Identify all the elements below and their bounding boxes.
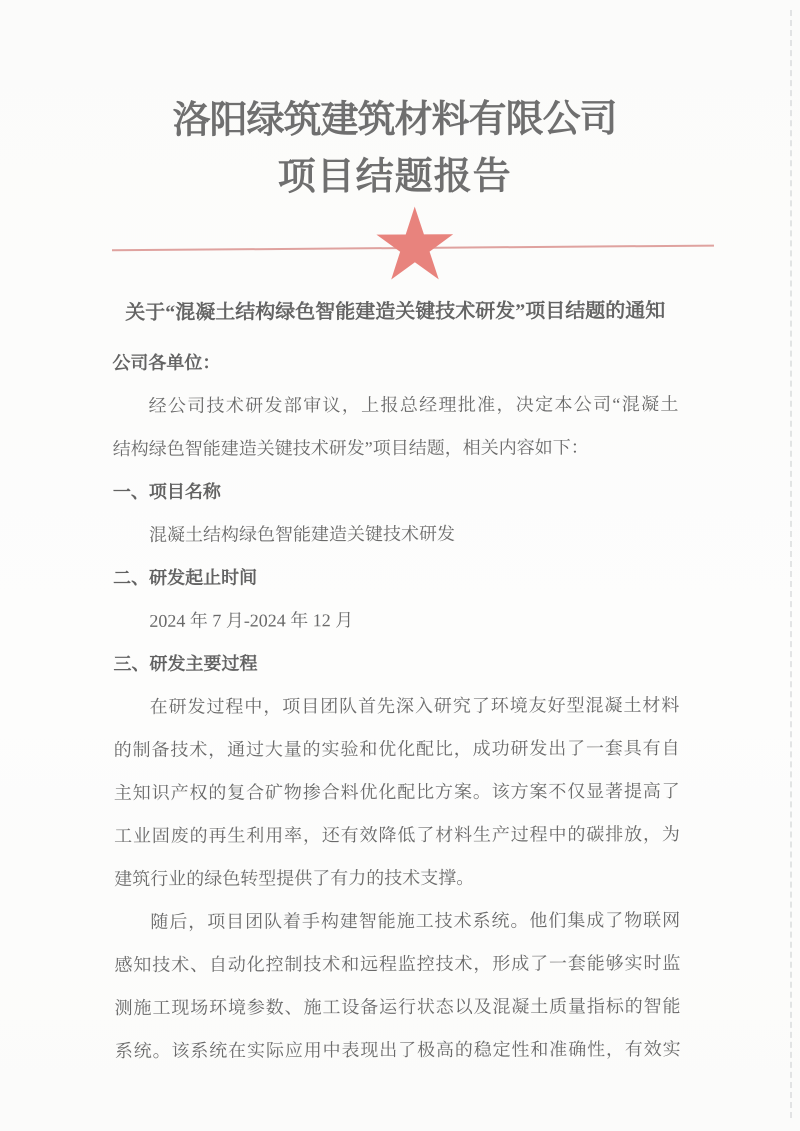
paragraph-1-line-1: 在 研 发 过 程 中 ， 项 目 团 队 首 先 深 入 研 究 了 环 境 友 好 型 混 凝 土 材 料 [149,695,680,717]
section-1-body: 混凝土结构绿色智能建造关键技术研发 [148,523,456,545]
paragraph-1-line-2: 的 制 备 技 术 ， 通 过 大 量 的 实 验 和 优 化 配 比 ， 成 功 研 发 出 了 一 套 具 有 自 [113,738,680,760]
company-title: 洛阳绿筑建筑材料有限公司 [172,98,617,142]
paragraph-1-line-5: 建筑行业的绿色转型提供了有力的技术支撑。 [114,867,475,889]
notice-title: 关于“混凝土结构绿色智能建造关键技术研发”项目结题的通知 [125,300,666,324]
intro-line-2: 结构绿色智能建造关键技术研发”项目结题，相关内容如下： [112,437,589,459]
scan-edge-artifact [790,10,792,1118]
salutation: 公司各单位： [112,352,221,373]
paragraph-2-line-2: 感 知 技 术 、 自 动 化 控 制 技 术 和 远 程 监 控 技 术 ， 形 成 了 一 套 能 够 实 时 监 [114,953,681,975]
paragraph-2-line-1: 随 后 ， 项 目 团 队 着 手 构 建 智 能 施 工 技 术 系 统 。 他 们 集 成 了 物 联 网 [150,910,681,932]
paragraph-2-line-3: 测 施 工 现 场 环 境 参 数 、 施 工 设 备 运 行 状 态 以 及 混 凝 土 质 量 指 标 的 智 能 [114,996,681,1018]
section-2-body: 2024 年 7 月-2024 年 12 月 [149,610,354,631]
section-2-heading: 二、研发起止时间 [113,567,258,588]
intro-line-1: 经 公 司 技 术 研 发 部 审 议 ， 上 报 总 经 理 批 准 ， 决 定 本 公 司 “ 混 凝 土 [148,394,679,416]
section-3-heading: 三、研发主要过程 [113,653,258,674]
star-divider [112,185,678,304]
document-content [111,0,681,1073]
paragraph-1-line-4: 工 业 固 废 的 再 生 利 用 率 ， 还 有 效 降 低 了 材 料 生 产 过 程 中 的 碳 排 放 ， 为 [114,824,680,846]
star-icon: ★ [369,185,460,304]
paragraph-1-line-3: 主 知 识 产 权 的 复 合 矿 物 掺 合 料 优 化 配 比 方 案 。 该 方 案 不 仅 显 著 提 高 了 [113,781,680,803]
paragraph-2-line-4: 系 统 。 该 系 统 在 实 际 应 用 中 表 现 出 了 极 高 的 稳 定 性 和 准 确 性 ， 有 效 实 [114,1039,681,1061]
section-1-heading: 一、项目名称 [112,481,221,502]
report-title: 项目结题报告 [277,155,512,199]
